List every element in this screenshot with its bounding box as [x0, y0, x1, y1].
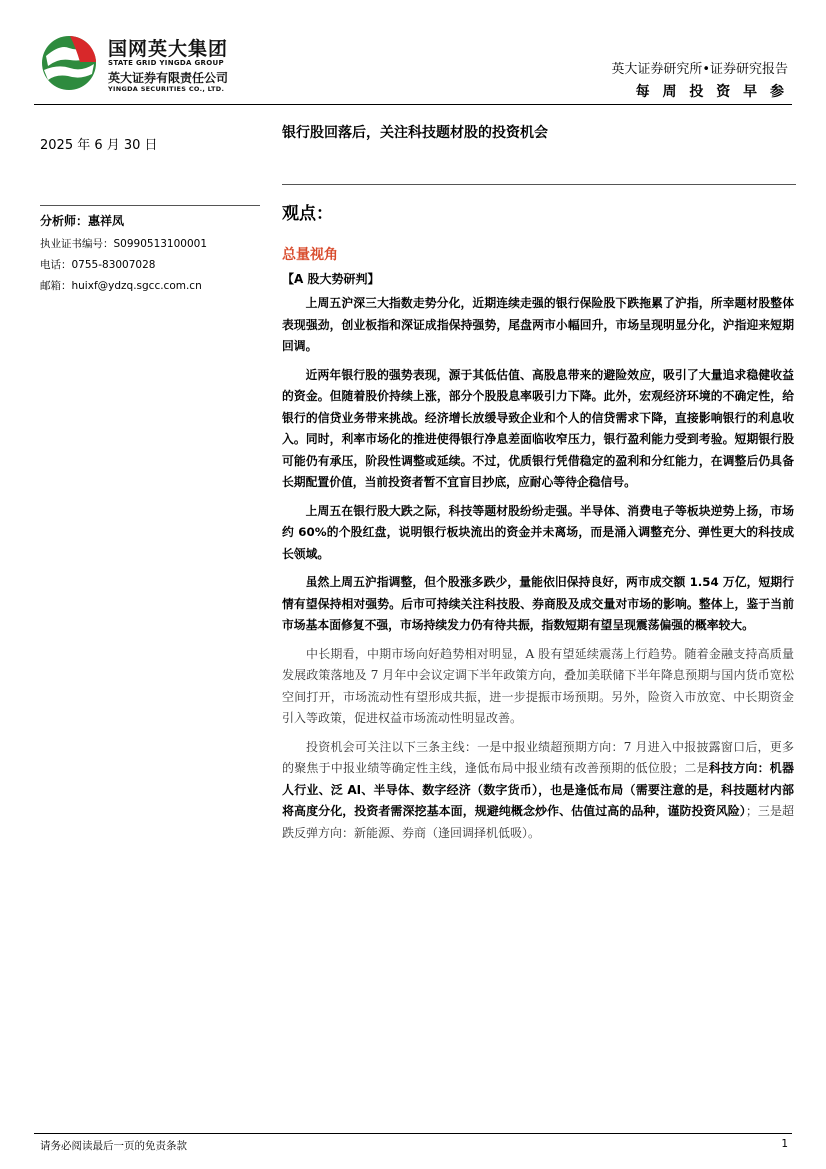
footer-disclaimer: 请务必阅读最后一页的免责条款: [40, 1140, 187, 1152]
report-date: 2025 年 6 月 30 日: [40, 138, 158, 153]
paragraph-3: 上周五在银行股大跌之际，科技等题材股纷纷走强。半导体、消费电子等板块逆势上扬，市场约 60%的个股红盘，说明银行板块流出的资金并未离场，而是涌入调整充分、弹性更大的科技成长领域。: [282, 503, 794, 561]
company-name-cn: 英大证券有限责任公司: [108, 71, 229, 85]
paragraph-6: [282, 737, 794, 845]
analyst-name: 分析师：惠祥凤: [40, 214, 125, 228]
analyst-email: 邮箱：huixf@ydzq.sgcc.com.cn: [40, 280, 202, 292]
page-number: 1: [781, 1138, 788, 1150]
footer-divider: [34, 1133, 792, 1134]
analyst-phone: 电话：0755-83007028: [40, 259, 156, 271]
section-heading: 总量视角: [282, 247, 338, 263]
paragraph-5: 中长期看，中期市场向好趋势相对明显，A 股有望延续震荡上行趋势。随着金融支持高质量发展政策落地及 7 月年中会议定调下半年政策方向，叠加美联储下半年降息预期与国内货币宽松空间打开，市场流动性有望形成共振，进一步提振市场预期。另外，险资入市放宽、中长期资金引入等政策，促进权益市场流动性明显改善。: [282, 646, 794, 725]
header-divider: [34, 104, 792, 105]
paragraph-4: 虽然上周五沪指调整，但个股涨多跌少，量能依旧保持良好，两市成交额 1.54 万亿，短期行情有望保持相对强势。后市可持续关注科技股、券商股及成交量对市场的影响。整体上，鉴于当前市场基本面修复不强，市场持续发力仍有待共振，指数短期有望呈现震荡偏强的概率较大。: [282, 575, 794, 632]
paragraph-6-part-a: 投资机会可关注以下三条主线：一是中报业绩超预期方向：7 月进入中报披露窗口后，更多的聚焦于中报业绩等确定性主线，逢低布局中报业绩有改善预期的低位股；二是: [282, 739, 794, 775]
globe-logo-icon: [40, 34, 98, 92]
paragraph-1: 上周五沪深三大指数走势分化，近期连续走强的银行保险股下跌拖累了沪指，所幸题材股整体表现强劲，创业板指和深证成指保持强势，尾盘两市小幅回升，市场呈现明显分化，沪指迎来短期回调。: [282, 296, 794, 353]
report-body: [282, 293, 794, 851]
subsection-heading: 【A 股大势研判】: [282, 272, 380, 286]
viewpoint-heading: 观点：: [282, 204, 333, 224]
analyst-info: [40, 212, 207, 299]
paragraph-2: 近两年银行股的强势表现，源于其低估值、高股息带来的避险效应，吸引了大量追求稳健收益的资金。但随着股价持续上涨，部分个股股息率吸引力下降。此外，宏观经济环境的不确定性，给银行的信贷业务带来挑战。经济增长放缓导致企业和个人的信贷需求下降，直接影响银行的利息收入。同时，利率市场化的推进使得银行净息差面临收窄压力，银行盈利能力受到考验。短期银行股可能仍有承压，阶段性调整或延续。不过，优质银行凭借稳定的盈利和分红能力，在调整后仍具备长期配置价值，当前投资者暂不宜盲目抄底，应耐心等待企稳信号。: [282, 367, 794, 489]
paragraph-6-part-b: 科技方向：机器人行业、泛 AI、半导体、数字经济（数字货币），也是逢低布局（需要注意的是，科技题材内部将高度分化，投资者需深挖基本面，规避纯概念炒作、估值过高的品种，谨防投资风险）: [282, 761, 794, 818]
logo-text-cn: 国网英大集团: [108, 38, 229, 60]
analyst-divider: [40, 205, 260, 206]
report-type: 每 周 投 资 早 参: [635, 84, 788, 100]
title-divider: [282, 184, 796, 185]
company-logo: [40, 32, 250, 96]
analyst-cert: 执业证书编号：S0990513100001: [40, 238, 208, 250]
research-institute: 英大证券研究所•证券研究报告: [611, 62, 788, 77]
paragraph-6-part-c: ；三是超跌反弹方向：新能源、券商（逢回调择机低吸）。: [282, 804, 794, 840]
company-name-en: YINGDA SECURITIES CO., LTD.: [108, 85, 225, 93]
logo-text-en: STATE GRID YINGDA GROUP: [108, 59, 224, 67]
report-title: 银行股回落后，关注科技题材股的投资机会: [282, 125, 548, 141]
